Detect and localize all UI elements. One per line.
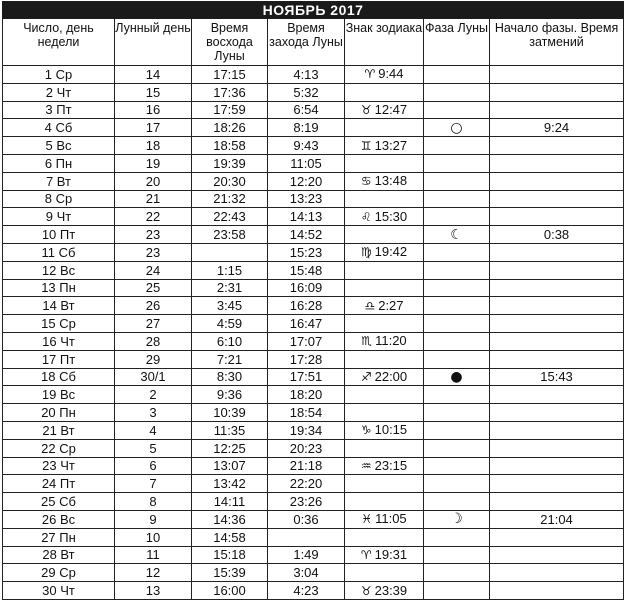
cell-date: 7 Вт [3,172,115,190]
aquarius-icon: ♒ [360,458,372,473]
header-row [3,19,624,66]
cell-lunar-day: 3 [115,404,192,422]
cell-phase [424,386,490,404]
cell-zodiac [345,119,424,137]
cell-phase-start: 0:38 [490,226,624,244]
col-header-moonset: Время захода Луны [268,19,345,66]
cell-moonset: 11:05 [268,154,345,172]
cell-zodiac [345,475,424,493]
cell-phase [424,404,490,422]
cell-zodiac [345,226,424,244]
cell-phase [424,154,490,172]
cell-zodiac [345,510,424,528]
full-moon-icon: ○ [450,119,463,136]
cell-phase-start [490,439,624,457]
cell-moonrise: 14:36 [192,510,268,528]
cell-moonset: 12:20 [268,172,345,190]
cell-phase-start [490,190,624,208]
cell-moonset: 18:54 [268,404,345,422]
cell-phase-start [490,350,624,368]
cell-date: 27 Пн [3,528,115,546]
cell-moonrise: 18:26 [192,119,268,137]
col-header-moonrise: Время восхода Луны [192,19,268,66]
zodiac-time: 12:47 [374,101,408,117]
table-body [3,66,624,600]
cell-phase-start [490,475,624,493]
col-header-zodiac: Знак зодиака [345,19,424,66]
cell-moonset: 17:28 [268,350,345,368]
cell-zodiac [345,332,424,350]
cell-phase-start [490,421,624,439]
col-header-date: Число, день недели [3,19,115,66]
cell-lunar-day: 9 [115,510,192,528]
cell-date: 19 Вс [3,386,115,404]
cell-moonrise: 1:15 [192,261,268,279]
cell-phase [424,510,490,528]
cell-moonrise: 22:43 [192,208,268,226]
cell-zodiac [345,66,424,84]
last-quarter-icon: ☾ [450,226,463,243]
cell-moonrise: 17:15 [192,66,268,84]
virgo-icon: ♍ [360,245,372,260]
leo-icon: ♌ [360,209,372,224]
cell-lunar-day: 18 [115,137,192,155]
cell-zodiac [345,172,424,190]
cell-lunar-day: 24 [115,261,192,279]
cell-phase [424,279,490,297]
gemini-icon: ♊ [360,138,372,153]
cell-phase [424,475,490,493]
cell-moonset: 14:13 [268,208,345,226]
zodiac-time: 23:39 [374,582,408,598]
cell-phase-start [490,261,624,279]
cell-moonset: 15:23 [268,243,345,261]
table-row [3,350,624,368]
new-moon-icon: ● [450,368,463,385]
table-row [3,226,624,244]
cell-lunar-day: 26 [115,297,192,315]
cell-zodiac [345,315,424,333]
cell-moonrise: 9:36 [192,386,268,404]
table-row [3,172,624,190]
cell-lunar-day: 23 [115,226,192,244]
cell-lunar-day: 27 [115,315,192,333]
table-row [3,101,624,119]
cell-zodiac [345,208,424,226]
cell-phase-start: 15:43 [490,368,624,386]
cell-moonrise: 8:30 [192,368,268,386]
cell-date: 21 Вт [3,421,115,439]
cell-phase [424,83,490,101]
table-row [3,66,624,84]
cell-phase [424,350,490,368]
cell-lunar-day: 16 [115,101,192,119]
cell-phase-start [490,154,624,172]
cell-moonrise: 11:35 [192,421,268,439]
cell-moonset: 16:09 [268,279,345,297]
cell-lunar-day: 4 [115,421,192,439]
cell-moonrise: 10:39 [192,404,268,422]
taurus-icon: ♉ [360,583,372,598]
table-row [3,297,624,315]
cell-zodiac [345,564,424,582]
cell-phase [424,172,490,190]
cell-phase [424,315,490,333]
table-row [3,421,624,439]
cell-date: 30 Чт [3,582,115,600]
cell-zodiac [345,421,424,439]
cell-moonset: 1:49 [268,546,345,564]
cell-phase-start: 9:24 [490,119,624,137]
cell-phase-start [490,332,624,350]
cell-moonset: 21:18 [268,457,345,475]
cell-phase [424,421,490,439]
cell-moonset: 18:20 [268,386,345,404]
cell-date: 18 Сб [3,368,115,386]
cell-lunar-day: 23 [115,243,192,261]
cell-date: 15 Ср [3,315,115,333]
cell-moonrise: 19:39 [192,154,268,172]
cell-moonset: 4:13 [268,66,345,84]
col-header-lunar-day: Лунный день [115,19,192,66]
cell-zodiac [345,279,424,297]
table-row [3,208,624,226]
cell-moonset: 4:23 [268,582,345,600]
cell-date: 12 Вс [3,261,115,279]
cell-lunar-day: 2 [115,386,192,404]
cell-lunar-day: 20 [115,172,192,190]
first-quarter-icon: ☽ [450,511,463,528]
cell-phase [424,226,490,244]
cell-date: 23 Чт [3,457,115,475]
cell-moonrise: 17:36 [192,83,268,101]
sagittarius-icon: ♐ [360,369,372,384]
cell-zodiac [345,528,424,546]
cell-moonrise: 3:45 [192,297,268,315]
cell-phase [424,261,490,279]
table-row [3,386,624,404]
cell-lunar-day: 29 [115,350,192,368]
cell-zodiac [345,546,424,564]
cell-date: 5 Вс [3,137,115,155]
cell-phase-start [490,315,624,333]
cell-moonset: 14:52 [268,226,345,244]
cell-phase-start [490,279,624,297]
cell-lunar-day: 8 [115,493,192,511]
zodiac-time: 2:27 [378,297,404,313]
zodiac-time: 11:20 [375,333,407,349]
cell-moonrise: 14:58 [192,528,268,546]
cell-moonrise: 2:31 [192,279,268,297]
cell-zodiac [345,261,424,279]
table-row [3,261,624,279]
table-row [3,582,624,600]
cell-lunar-day: 5 [115,439,192,457]
table-row [3,404,624,422]
cell-zodiac [345,137,424,155]
zodiac-time: 22:00 [374,368,408,384]
cell-moonrise: 15:18 [192,546,268,564]
cancer-icon: ♋ [360,174,372,189]
lunar-calendar [2,1,623,600]
table-row [3,493,624,511]
cell-phase-start: 21:04 [490,510,624,528]
capricorn-icon: ♑ [360,423,372,438]
cell-lunar-day: 14 [115,66,192,84]
cell-moonrise: 18:58 [192,137,268,155]
cell-moonrise: 17:59 [192,101,268,119]
cell-zodiac [345,368,424,386]
cell-moonrise: 23:58 [192,226,268,244]
table-row [3,528,624,546]
table-row [3,315,624,333]
cell-moonset: 17:51 [268,368,345,386]
table-row [3,546,624,564]
cell-moonset: 23:26 [268,493,345,511]
zodiac-time: 23:15 [374,457,408,473]
cell-phase-start [490,546,624,564]
table-row [3,475,624,493]
col-header-phase: Фаза Луны [424,19,490,66]
cell-phase [424,243,490,261]
cell-moonrise: 12:25 [192,439,268,457]
cell-moonset [268,528,345,546]
cell-phase [424,528,490,546]
cell-date: 1 Ср [3,66,115,84]
cell-phase-start [490,83,624,101]
cell-phase-start [490,297,624,315]
cell-zodiac [345,190,424,208]
cell-lunar-day: 22 [115,208,192,226]
cell-zodiac [345,101,424,119]
cell-lunar-day: 25 [115,279,192,297]
cell-phase-start [490,528,624,546]
cell-moonrise: 13:07 [192,457,268,475]
cell-zodiac [345,493,424,511]
cell-zodiac [345,439,424,457]
cell-lunar-day: 30/1 [115,368,192,386]
cell-moonset: 22:20 [268,475,345,493]
cell-date: 25 Сб [3,493,115,511]
taurus-icon: ♉ [360,102,372,117]
table-row [3,190,624,208]
cell-moonset: 19:34 [268,421,345,439]
cell-moonrise: 15:39 [192,564,268,582]
cell-zodiac [345,350,424,368]
cell-lunar-day: 19 [115,154,192,172]
cell-date: 2 Чт [3,83,115,101]
cell-phase [424,332,490,350]
cell-phase-start [490,66,624,84]
cell-moonset: 0:36 [268,510,345,528]
zodiac-time: 10:15 [374,422,408,438]
cell-moonrise: 14:11 [192,493,268,511]
cell-moonset: 15:48 [268,261,345,279]
cell-lunar-day: 15 [115,83,192,101]
cell-date: 13 Пн [3,279,115,297]
cell-moonrise: 4:59 [192,315,268,333]
zodiac-time: 19:42 [374,244,408,260]
table-row [3,137,624,155]
cell-moonset: 9:43 [268,137,345,155]
cell-moonset: 20:23 [268,439,345,457]
table-row [3,457,624,475]
cell-date: 9 Чт [3,208,115,226]
cell-lunar-day: 13 [115,582,192,600]
cell-phase-start [490,243,624,261]
cell-phase-start [490,386,624,404]
table-row [3,439,624,457]
cell-date: 26 Вс [3,510,115,528]
lunar-table [2,1,624,600]
table-title: НОЯБРЬ 2017 [3,2,624,19]
cell-zodiac [345,243,424,261]
cell-date: 16 Чт [3,332,115,350]
zodiac-time: 11:05 [375,511,407,527]
cell-lunar-day: 17 [115,119,192,137]
col-header-phase-start: Начало фазы. Время затмений [490,19,624,66]
cell-date: 11 Сб [3,243,115,261]
cell-zodiac [345,83,424,101]
cell-phase [424,297,490,315]
cell-moonset: 3:04 [268,564,345,582]
libra-icon: ♎ [364,298,376,313]
pisces-icon: ♓ [361,512,373,527]
cell-lunar-day: 28 [115,332,192,350]
table-row [3,279,624,297]
cell-date: 6 Пн [3,154,115,172]
cell-moonset: 13:23 [268,190,345,208]
cell-phase-start [490,208,624,226]
cell-date: 3 Пт [3,101,115,119]
cell-date: 14 Вт [3,297,115,315]
cell-moonrise: 13:42 [192,475,268,493]
cell-phase [424,546,490,564]
cell-lunar-day: 7 [115,475,192,493]
cell-moonset: 16:28 [268,297,345,315]
cell-date: 10 Пт [3,226,115,244]
cell-phase [424,564,490,582]
cell-zodiac [345,297,424,315]
cell-date: 29 Ср [3,564,115,582]
cell-phase-start [490,457,624,475]
cell-moonset: 16:47 [268,315,345,333]
table-row [3,332,624,350]
cell-lunar-day: 11 [115,546,192,564]
zodiac-time: 13:48 [374,173,408,189]
cell-zodiac [345,386,424,404]
cell-date: 4 Сб [3,119,115,137]
cell-date: 8 Ср [3,190,115,208]
cell-date: 24 Пт [3,475,115,493]
cell-phase-start [490,493,624,511]
cell-date: 28 Вт [3,546,115,564]
cell-lunar-day: 10 [115,528,192,546]
zodiac-time: 9:44 [378,66,404,82]
aries-icon: ♈ [360,547,372,562]
cell-phase-start [490,172,624,190]
cell-phase [424,137,490,155]
table-row [3,243,624,261]
cell-moonrise: 21:32 [192,190,268,208]
aries-icon: ♈ [364,67,376,82]
zodiac-time: 13:27 [374,137,408,153]
cell-lunar-day: 12 [115,564,192,582]
table-row [3,154,624,172]
cell-moonrise [192,243,268,261]
cell-zodiac [345,404,424,422]
title-row [3,2,624,19]
cell-moonset: 8:19 [268,119,345,137]
cell-phase-start [490,564,624,582]
table-row [3,83,624,101]
cell-moonset: 17:07 [268,332,345,350]
cell-phase-start [490,137,624,155]
cell-zodiac [345,457,424,475]
cell-phase [424,190,490,208]
cell-phase [424,368,490,386]
cell-zodiac [345,154,424,172]
cell-moonset: 6:54 [268,101,345,119]
cell-phase-start [490,404,624,422]
cell-phase [424,66,490,84]
cell-phase [424,101,490,119]
cell-phase [424,119,490,137]
table-row [3,368,624,386]
cell-phase [424,439,490,457]
table-row [3,119,624,137]
table-row [3,564,624,582]
cell-date: 17 Пт [3,350,115,368]
zodiac-time: 19:31 [374,546,408,562]
cell-phase [424,493,490,511]
cell-phase-start [490,101,624,119]
cell-date: 20 Пн [3,404,115,422]
cell-moonrise: 16:00 [192,582,268,600]
cell-phase [424,457,490,475]
cell-lunar-day: 6 [115,457,192,475]
cell-moonset: 5:32 [268,83,345,101]
cell-phase-start [490,582,624,600]
cell-moonrise: 7:21 [192,350,268,368]
cell-phase [424,208,490,226]
cell-phase [424,582,490,600]
cell-date: 22 Ср [3,439,115,457]
scorpio-icon: ♏ [361,334,373,349]
zodiac-time: 15:30 [374,208,408,224]
table-row [3,510,624,528]
cell-moonrise: 6:10 [192,332,268,350]
cell-moonrise: 20:30 [192,172,268,190]
cell-zodiac [345,582,424,600]
cell-lunar-day: 21 [115,190,192,208]
